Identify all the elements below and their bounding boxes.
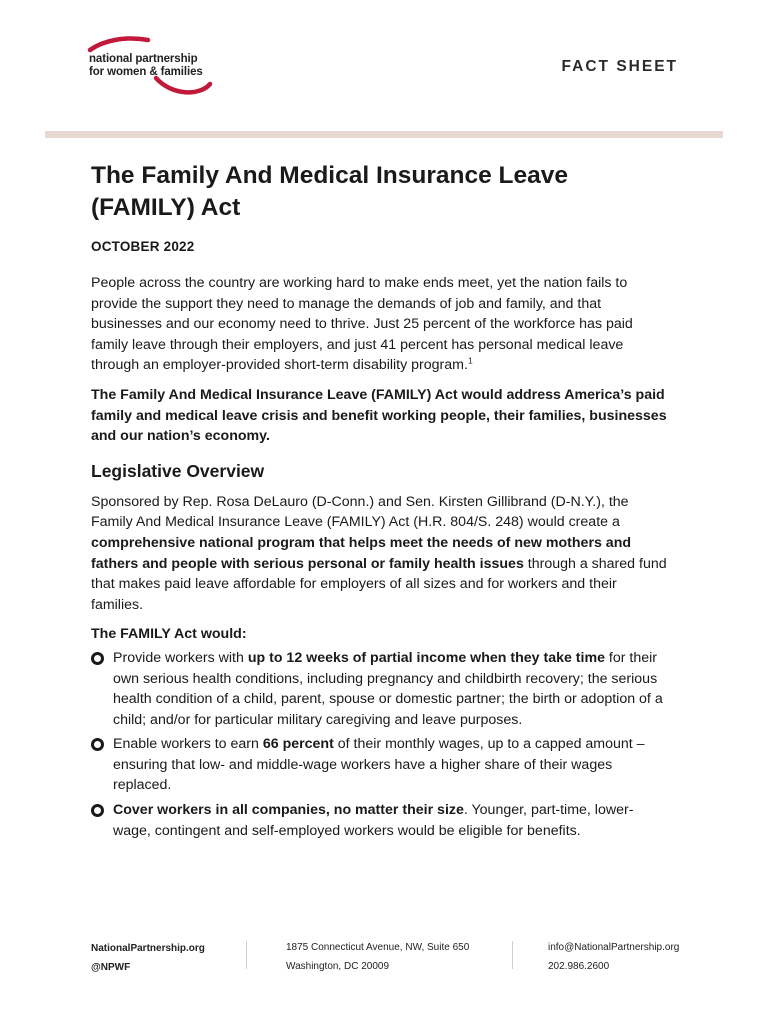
item-text-bold: Cover workers in all companies, no matter their size — [113, 802, 464, 819]
document-title — [91, 160, 671, 224]
footer-social-handle[interactable]: @NPWF — [91, 962, 131, 973]
overview-text-a: Sponsored by Rep. Rosa DeLauro (D-Conn.) and Sen. Kirsten Gillibrand (D-N.Y.), the Family And Medical Insurance Leave (FAMILY) Act (H.R. 804/S. 248) would create a — [91, 493, 629, 531]
overview-paragraph — [91, 492, 671, 616]
ring-bullet-icon — [91, 738, 104, 751]
overview-text-b: through a shared fund that makes paid leave affordable for employers of all sizes and for workers and their families. — [91, 555, 667, 613]
item-text-post: . Younger, part-time, lower-wage, contingent and self-employed workers would be eligible for benefits. — [113, 802, 634, 839]
header-divider — [45, 131, 723, 138]
item-text-post: for their own serious health conditions, including pregnancy and childbirth recovery; the serious health condition of a child, parent, spouse or domestic partner; the birth or adoption of a child; and/or for particular military caregiving and leave purposes. — [113, 649, 663, 728]
footer-address-line-2: Washington, DC 20009 — [286, 961, 390, 972]
section-heading: Legislative Overview — [91, 460, 265, 481]
footer-address-line-1: 1875 Connecticut Avenue, NW, Suite 650 — [286, 942, 470, 953]
ring-bullet-icon — [91, 804, 104, 817]
list-item — [91, 734, 671, 796]
organization-logo[interactable] — [86, 36, 226, 98]
provisions-list — [91, 648, 671, 841]
intro-paragraph — [91, 273, 671, 376]
list-item — [91, 800, 671, 841]
item-text-post: of their monthly wages, up to a capped amount – ensuring that low- and middle-wage workers have a higher share of their wages replaced. — [113, 736, 645, 794]
item-text-pre: Enable workers to earn — [113, 736, 263, 753]
overview-text-bold: comprehensive national program that helps meet the needs of new mothers and fathers and people with serious personal or family health issues — [91, 534, 632, 572]
logo-line-2: for women & families — [89, 66, 203, 78]
item-text-bold: 66 percent — [262, 736, 334, 753]
logo-wordmark — [89, 53, 203, 79]
item-text-bold: up to 12 weeks of partial income when they take time — [247, 649, 605, 666]
footer-phone: 202.986.2600 — [548, 961, 610, 972]
logo-line-1: national partnership — [89, 53, 198, 65]
footer-divider — [246, 941, 247, 969]
footer-email-link[interactable]: info@NationalPartnership.org — [548, 942, 680, 953]
document-type-label: FACT SHEET — [561, 58, 678, 75]
document-body — [91, 160, 671, 845]
footer-divider — [512, 941, 513, 969]
item-text-pre: Provide workers with — [113, 649, 248, 666]
footer-contact-column — [548, 938, 679, 976]
footer-website-link[interactable]: NationalPartnership.org — [91, 943, 205, 954]
list-lead: The FAMILY Act would: — [91, 626, 247, 643]
footer-web-column — [91, 939, 205, 977]
title-line-2: (FAMILY) Act — [91, 194, 241, 221]
ring-bullet-icon — [91, 652, 104, 665]
intro-text: People across the country are working hard to make ends meet, yet the nation fails to provide the support they need to manage the demands of job and family, and that businesses and our economy need to thrive. Just 25 percent of the workforce has paid family leave through their employers, and just 41 percent has personal medical leave through an employer-provided short-term disability program. — [91, 275, 633, 374]
title-line-1: The Family And Medical Insurance Leave — [91, 162, 568, 189]
footnote-marker[interactable]: 1 — [467, 355, 473, 366]
summary-paragraph: The Family And Medical Insurance Leave (FAMILY) Act would address America’s paid family and medical leave crisis and benefit working people, their families, businesses and our nation’s economy. — [91, 386, 667, 445]
footer-address-column — [286, 938, 469, 976]
list-item — [91, 648, 671, 730]
publication-date: OCTOBER 2022 — [91, 239, 195, 254]
